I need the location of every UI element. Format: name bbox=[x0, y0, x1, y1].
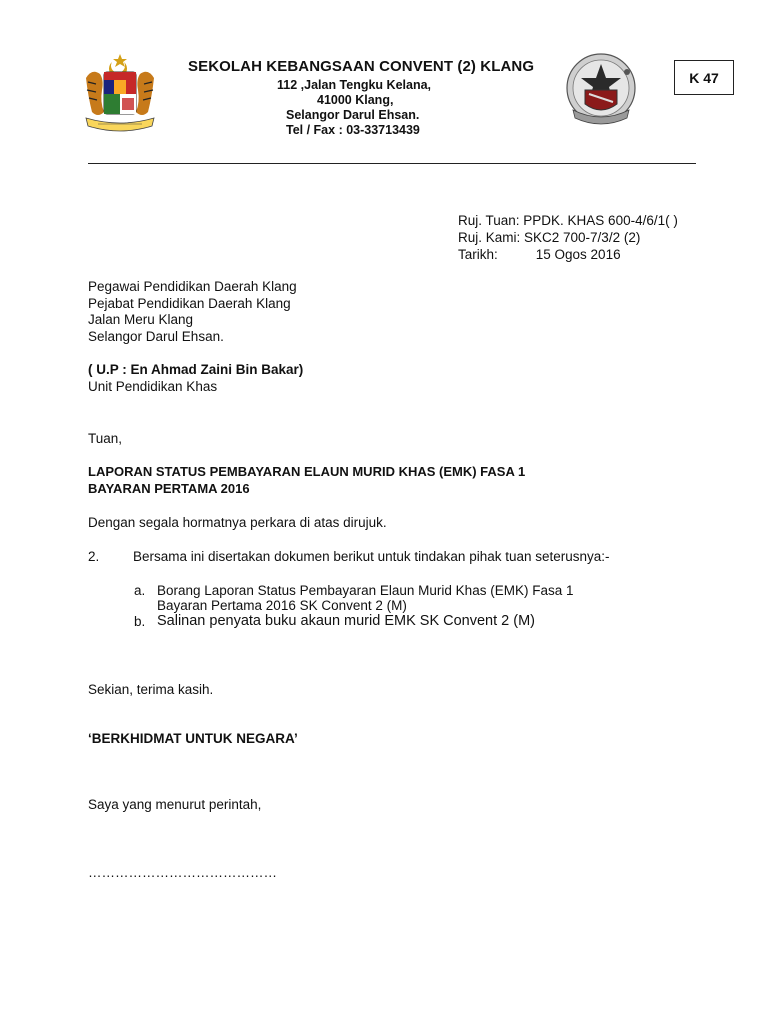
subject-line-2: BAYARAN PERTAMA 2016 bbox=[88, 481, 250, 496]
intro-paragraph: Dengan segala hormatnya perkara di atas dirujuk. bbox=[88, 515, 387, 530]
address-line-3: Selangor Darul Ehsan. bbox=[286, 108, 420, 122]
item-b-letter: b. bbox=[134, 614, 146, 629]
school-crest-icon bbox=[563, 50, 639, 136]
closing: Sekian, terima kasih. bbox=[88, 682, 214, 697]
paragraph-2-number: 2. bbox=[88, 549, 100, 564]
subject-line-1: LAPORAN STATUS PEMBAYARAN ELAUN MURID KHAS (EMK) FASA 1 bbox=[88, 464, 526, 479]
item-a-line-2: Bayaran Pertama 2016 SK Convent 2 (M) bbox=[157, 598, 407, 613]
address-line-2: 41000 Klang, bbox=[317, 93, 394, 107]
address-line-1: 112 ,Jalan Tengku Kelana, bbox=[277, 78, 432, 92]
recipient-line-3: Jalan Meru Klang bbox=[88, 312, 194, 327]
attention-line: ( U.P : En Ahmad Zaini Bin Bakar) bbox=[88, 362, 304, 377]
recipient-line-1: Pegawai Pendidikan Daerah Klang bbox=[88, 279, 297, 294]
tarikh-label: Tarikh: bbox=[458, 247, 498, 262]
motto: ‘BERKHIDMAT UNTUK NEGARA’ bbox=[88, 731, 298, 746]
salutation: Tuan, bbox=[88, 431, 123, 446]
tarikh-value: 15 Ogos 2016 bbox=[535, 247, 621, 262]
tarikh bbox=[458, 247, 621, 262]
malaysia-coat-of-arms-icon bbox=[82, 52, 158, 138]
school-name: SEKOLAH KEBANGSAAN CONVENT (2) KLANG bbox=[188, 58, 535, 75]
ruj-kami: Ruj. Kami: SKC2 700-7/3/2 (2) bbox=[458, 230, 641, 245]
unit-line: Unit Pendidikan Khas bbox=[88, 379, 218, 394]
signature-line: …………………………………… bbox=[88, 865, 277, 880]
ruj-tuan: Ruj. Tuan: PPDK. KHAS 600-4/6/1( ) bbox=[458, 213, 678, 228]
paragraph-2-text: Bersama ini disertakan dokumen berikut untuk tindakan pihak tuan seterusnya:- bbox=[133, 549, 610, 564]
item-a-letter: a. bbox=[134, 583, 146, 598]
recipient-line-4: Selangor Darul Ehsan. bbox=[88, 329, 224, 344]
item-a-line-1: Borang Laporan Status Pembayaran Elaun Murid Khas (EMK) Fasa 1 bbox=[157, 583, 574, 598]
item-b-line-1: Salinan penyata buku akaun murid EMK SK Convent 2 (M) bbox=[157, 613, 536, 629]
header-divider bbox=[88, 163, 696, 164]
document-code-box: K 47 bbox=[674, 60, 734, 95]
recipient-line-2: Pejabat Pendidikan Daerah Klang bbox=[88, 296, 291, 311]
phone-fax: Tel / Fax : 03-33713439 bbox=[286, 123, 420, 137]
sign-off: Saya yang menurut perintah, bbox=[88, 797, 262, 812]
